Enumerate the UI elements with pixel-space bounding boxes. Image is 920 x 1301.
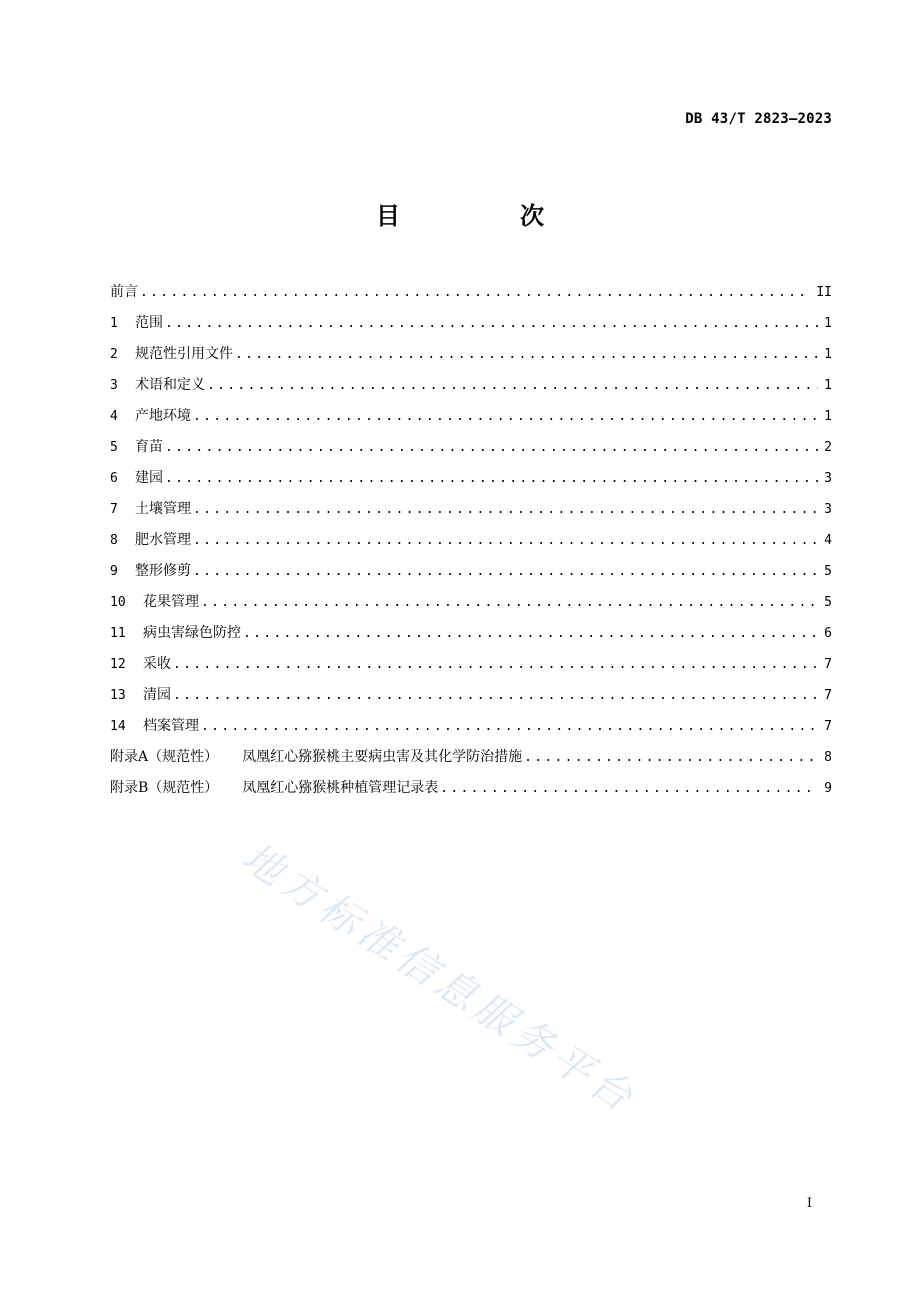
- toc-entry-page: 2: [824, 440, 832, 455]
- toc-entry-label: 肥水管理: [135, 532, 191, 548]
- toc-entry-number: 8: [110, 533, 118, 548]
- toc-entry-number: 2: [110, 347, 118, 362]
- toc-entry-5[interactable]: [110, 436, 832, 467]
- toc-entry-number: 6: [110, 471, 118, 486]
- table-of-contents: [110, 281, 832, 808]
- toc-leader-dots: [193, 531, 818, 551]
- toc-entry-14[interactable]: [110, 715, 832, 746]
- toc-leader-dots: [524, 748, 818, 768]
- toc-entry-number: 12: [110, 657, 126, 672]
- toc-entry-label: 范围: [135, 315, 163, 331]
- toc-entry-label: 清园: [143, 687, 171, 703]
- toc-entry-page: 8: [824, 750, 832, 765]
- toc-entry-page: 1: [824, 347, 832, 362]
- toc-leader-dots: [173, 655, 818, 675]
- toc-entry-2[interactable]: [110, 343, 832, 374]
- toc-entry-7[interactable]: [110, 498, 832, 529]
- toc-entry-label: 前言: [110, 284, 138, 300]
- toc-entry-number: 3: [110, 378, 118, 393]
- toc-entry-number: 14: [110, 719, 126, 734]
- toc-entry-page: 7: [824, 657, 832, 672]
- toc-entry-12[interactable]: [110, 653, 832, 684]
- toc-leader-dots: [165, 438, 818, 458]
- toc-entry-number: 11: [110, 626, 126, 641]
- toc-entry-label: 规范性引用文件: [135, 346, 233, 362]
- toc-entry-6[interactable]: [110, 467, 832, 498]
- toc-leader-dots: [201, 593, 818, 613]
- toc-leader-dots: [235, 345, 818, 365]
- toc-leader-dots: [440, 779, 818, 799]
- watermark-text: 地方标准信息服务平台: [233, 834, 645, 1124]
- toc-leader-dots: [207, 376, 818, 396]
- toc-entry-label: 凤凰红心猕猴桃种植管理记录表: [242, 780, 439, 796]
- toc-leader-dots: [201, 717, 818, 737]
- toc-entry-label: 整形修剪: [135, 563, 191, 579]
- toc-entry-number: 13: [110, 688, 126, 703]
- toc-leader-dots: [165, 469, 818, 489]
- appendix-prefix: 附录A（规范性）: [110, 749, 219, 765]
- toc-entry-page: 9: [824, 781, 832, 796]
- toc-entry-label: 产地环境: [135, 408, 191, 424]
- toc-entry-page: 1: [824, 409, 832, 424]
- toc-entry-label: 采收: [143, 656, 171, 672]
- toc-entry-page: 7: [824, 719, 832, 734]
- toc-entry-9[interactable]: [110, 560, 832, 591]
- toc-entry-1[interactable]: [110, 312, 832, 343]
- toc-entry-13[interactable]: [110, 684, 832, 715]
- toc-entry-foreword[interactable]: [110, 281, 832, 312]
- toc-entry-page: 4: [824, 533, 832, 548]
- toc-entry-number: 5: [110, 440, 118, 455]
- toc-entry-label: 花果管理: [143, 594, 199, 610]
- page-title: 目 次: [376, 202, 592, 230]
- toc-entry-label: 病虫害绿色防控: [143, 625, 241, 641]
- toc-entry-appendix-b[interactable]: [110, 777, 832, 808]
- toc-leader-dots: [173, 686, 818, 706]
- toc-entry-11[interactable]: [110, 622, 832, 653]
- toc-entry-label: 凤凰红心猕猴桃主要病虫害及其化学防治措施: [242, 749, 523, 765]
- toc-entry-number: 7: [110, 502, 118, 517]
- toc-entry-number: 4: [110, 409, 118, 424]
- toc-entry-number: 1: [110, 316, 118, 331]
- toc-entry-label: 育苗: [135, 439, 163, 455]
- document-code: DB 43/T 2823—2023: [685, 111, 832, 127]
- toc-entry-page: 1: [824, 378, 832, 393]
- toc-entry-number: 10: [110, 595, 126, 610]
- toc-entry-10[interactable]: [110, 591, 832, 622]
- toc-entry-label: 土壤管理: [135, 501, 191, 517]
- toc-entry-page: 7: [824, 688, 832, 703]
- toc-entry-label: 建园: [135, 470, 163, 486]
- toc-entry-number: 9: [110, 564, 118, 579]
- toc-entry-8[interactable]: [110, 529, 832, 560]
- toc-leader-dots: [193, 407, 818, 427]
- toc-entry-page: 5: [824, 564, 832, 579]
- toc-leader-dots: [243, 624, 818, 644]
- toc-entry-4[interactable]: [110, 405, 832, 436]
- toc-entry-label: 术语和定义: [135, 377, 205, 393]
- toc-leader-dots: [193, 562, 818, 582]
- toc-entry-appendix-a[interactable]: [110, 746, 832, 777]
- toc-leader-dots: [165, 314, 818, 334]
- toc-entry-page: 6: [824, 626, 832, 641]
- toc-entry-page: 1: [824, 316, 832, 331]
- toc-entry-label: 档案管理: [143, 718, 199, 734]
- toc-entry-3[interactable]: [110, 374, 832, 405]
- toc-entry-page: II: [816, 285, 832, 300]
- toc-entry-page: 3: [824, 471, 832, 486]
- page-number: I: [806, 1196, 812, 1211]
- toc-leader-dots: [193, 500, 818, 520]
- appendix-prefix: 附录B（规范性）: [110, 780, 219, 796]
- toc-entry-page: 3: [824, 502, 832, 517]
- toc-entry-page: 5: [824, 595, 832, 610]
- toc-leader-dots: [140, 283, 810, 303]
